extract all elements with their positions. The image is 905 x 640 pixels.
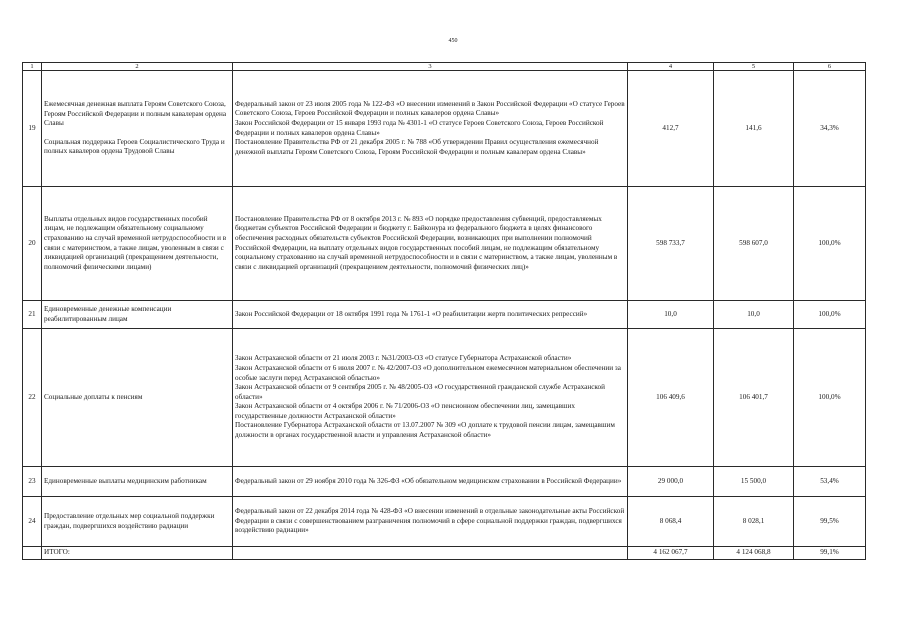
legal-act: Федеральный закон от 22 декабря 2014 года № 428-ФЗ «О внесении изменений в отдельные законодательные акты Российской Федерации в связи с совершенствованием разграничения полномочий в сфере социальной поддержки граждан, подвергшихся воздействию радиации» xyxy=(235,507,625,535)
expense-name: Единовременные денежные компенсации реабилитированным лицам xyxy=(44,304,172,323)
total-percent: 99,1% xyxy=(794,547,866,560)
legal-acts-cell xyxy=(233,497,628,547)
expense-name: Единовременные выплаты медицинским работникам xyxy=(44,476,207,485)
actual-amount: 8 028,1 xyxy=(714,497,794,547)
total-planned: 4 162 067,7 xyxy=(628,547,714,560)
execution-percent: 34,3% xyxy=(794,71,866,187)
table-row xyxy=(23,301,866,329)
expense-name: Социальная поддержка Героев Социалистического Труда и полных кавалеров ордена Трудовой Славы xyxy=(44,137,225,156)
planned-amount: 10,0 xyxy=(628,301,714,329)
table-row xyxy=(23,187,866,301)
legal-acts-cell xyxy=(233,71,628,187)
legal-act: Закон Астраханской области от 4 октября 2006 г. № 71/2006-ОЗ «О пенсионном обеспечении лиц, замещавших государственные должности Астраханской области» xyxy=(235,402,575,420)
legal-act: Федеральный закон от 29 ноября 2010 года № 326-ФЗ «Об обязательном медицинском страховании в Российской Федерации» xyxy=(235,476,622,485)
legal-acts-cell xyxy=(233,187,628,301)
planned-amount: 106 409,6 xyxy=(628,329,714,467)
total-actual: 4 124 068,8 xyxy=(714,547,794,560)
col-header-1: 1 xyxy=(23,63,42,71)
col-header-2: 2 xyxy=(42,63,233,71)
row-number: 19 xyxy=(23,71,42,187)
legal-act: Закон Астраханской области от 21 июля 2003 г. №31/2003-ОЗ «О статусе Губернатора Астраханской области» xyxy=(235,354,572,363)
legal-acts-cell xyxy=(233,467,628,497)
total-row xyxy=(23,547,866,560)
actual-amount: 15 500,0 xyxy=(714,467,794,497)
execution-percent: 100,0% xyxy=(794,329,866,467)
actual-amount: 598 607,0 xyxy=(714,187,794,301)
row-number: 20 xyxy=(23,187,42,301)
legal-act: Закон Российской Федерации от 18 октября 1991 года № 1761-1 «О реабилитации жертв политических репрессий» xyxy=(235,309,588,318)
col-header-3: 3 xyxy=(233,63,628,71)
total-empty-cell xyxy=(23,547,42,560)
col-header-6: 6 xyxy=(794,63,866,71)
legal-act: Закон Астраханской области от 9 сентября 2005 г. № 48/2005-ОЗ «О государственной гражданской службе Астраханской области» xyxy=(235,383,605,401)
legal-act: Постановление Губернатора Астраханской области от 13.07.2007 № 309 «О доплате к трудовой пенсии лицам, замещавшим должности в органах государственной власти и управления Астраханской области» xyxy=(235,421,615,440)
planned-amount: 8 068,4 xyxy=(628,497,714,547)
row-number: 24 xyxy=(23,497,42,547)
expense-name: Социальные доплаты к пенсиям xyxy=(44,392,143,401)
actual-amount: 10,0 xyxy=(714,301,794,329)
legal-acts-cell xyxy=(233,301,628,329)
legal-act: Закон Российской Федерации от 15 января 1993 года № 4301-1 «О статусе Героев Советского Союза, Героев Российской Федерации и полных кавалеров ордена Славы» xyxy=(235,118,604,137)
table-row xyxy=(23,497,866,547)
legal-act: Постановление Правительства РФ от 21 декабря 2005 г. № 788 «Об утверждении Правил осуществления ежемесячной денежной выплаты Героям Советского Союза, Героям Российской Федерации и полным кавалерам ордена Славы» xyxy=(235,138,599,156)
expense-name-cell xyxy=(42,497,233,547)
expense-name: Ежемесячная денежная выплата Героям Советского Союза, Героям Российской Федерации и полным кавалерам ордена Славы xyxy=(44,100,227,128)
col-header-4: 4 xyxy=(628,63,714,71)
execution-percent: 53,4% xyxy=(794,467,866,497)
table-row xyxy=(23,329,866,467)
expense-name-cell xyxy=(42,187,233,301)
legal-act: Закон Астраханской области от 6 июля 2007 г. № 42/2007-ОЗ «О дополнительном ежемесячном материальном обеспечении за особые заслуги перед Астраханской областью» xyxy=(235,363,621,382)
total-label: ИТОГО: xyxy=(42,547,233,560)
expense-name-cell xyxy=(42,467,233,497)
row-number: 21 xyxy=(23,301,42,329)
execution-percent: 100,0% xyxy=(794,301,866,329)
row-number: 23 xyxy=(23,467,42,497)
expense-name: Предоставление отдельных мер социальной поддержки граждан, подвергшихся воздействию радиации xyxy=(44,511,215,530)
execution-percent: 99,5% xyxy=(794,497,866,547)
expense-name: Выплаты отдельных видов государственных пособий лицам, не подлежащим обязательному социальному страхованию на случай временной нетрудоспособности и в связи с материнством, а также лицам, уволенным в связи с ликвидацией организаций (прекращением деятельности, полномочий физическими лицами) xyxy=(44,214,227,271)
planned-amount: 598 733,7 xyxy=(628,187,714,301)
header-row xyxy=(23,63,866,71)
page-number: 450 xyxy=(448,38,458,44)
actual-amount: 141,6 xyxy=(714,71,794,187)
table-row xyxy=(23,467,866,497)
legal-acts-cell xyxy=(233,329,628,467)
row-number: 22 xyxy=(23,329,42,467)
planned-amount: 412,7 xyxy=(628,71,714,187)
table-row xyxy=(23,71,866,187)
budget-table xyxy=(22,62,866,560)
expense-name-cell xyxy=(42,71,233,187)
expense-name-cell xyxy=(42,329,233,467)
execution-percent: 100,0% xyxy=(794,187,866,301)
col-header-5: 5 xyxy=(714,63,794,71)
legal-act: Постановление Правительства РФ от 8 октября 2013 г. № 893 «О порядке предоставления субвенций, предоставляемых бюджетам субъектов Российской Федерации и бюджету г. Байконура из федерального бюджета в целях финансового обеспечения расходных обязательств субъектов Российской Федерации, возникающих при выполнении полномочий Российской Федерации, на выплату отдельных видов государственных пособий лицам, не подлежащим обязательному социальному страхованию на случай временной нетрудоспособности и в связи с материнством, а также лицам, уволенным в связи с ликвидацией организаций (прекращением деятельности, полномочий физических лиц)» xyxy=(235,214,618,271)
planned-amount: 29 000,0 xyxy=(628,467,714,497)
total-acts-empty-cell xyxy=(233,547,628,560)
actual-amount: 106 401,7 xyxy=(714,329,794,467)
legal-act: Федеральный закон от 23 июля 2005 года № 122-ФЗ «О внесении изменений в Закон Российской Федерации «О статусе Героев Советского Союза, Героев Российской Федерации и полных кавалеров ордена Славы» xyxy=(235,99,625,118)
expense-name-cell xyxy=(42,301,233,329)
